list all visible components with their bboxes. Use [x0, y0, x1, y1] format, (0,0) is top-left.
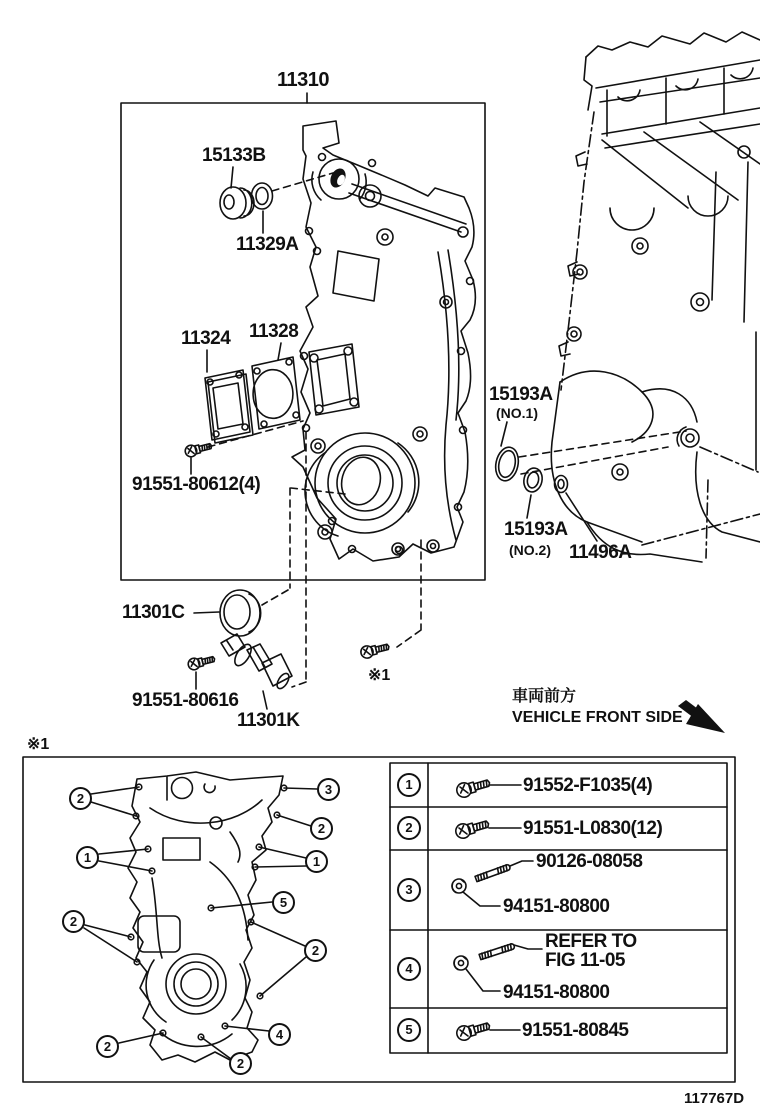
part-label-15133B: 15133B	[202, 145, 266, 166]
gasket-11324	[205, 370, 253, 443]
inset-callout: 4	[268, 1023, 291, 1046]
part-label-11329A: 11329A	[236, 234, 299, 255]
inset-callout: 1	[305, 850, 328, 873]
oil-seal-11301C	[220, 590, 261, 636]
inset-callout: 2	[69, 787, 92, 810]
part-label-15193A-no1: 15193A	[489, 384, 553, 405]
inset-cover-drawing	[84, 772, 317, 1062]
timing-cover-drawing	[292, 121, 475, 561]
oring-15193A-no1	[493, 445, 522, 483]
legend-part-row2: 91551-L0830(12)	[523, 818, 663, 839]
legend-part-row3-top: 90126-08058	[536, 851, 643, 872]
inset-callout: 2	[304, 939, 327, 962]
part-label-91551-80616: 91551-80616	[132, 690, 239, 711]
part-label-11496A: 11496A	[569, 542, 632, 563]
part-label-11301K: 11301K	[237, 710, 300, 731]
part-label-15193A-no1-note: (NO.1)	[496, 405, 538, 421]
legend-num-1: 1	[397, 773, 421, 797]
plug-15133B	[220, 187, 254, 219]
inset-callout: 1	[76, 846, 99, 869]
part-label-11310: 11310	[277, 69, 330, 91]
inset-callout: 2	[96, 1035, 119, 1058]
legend-note-row4-line1: REFER TO	[545, 931, 637, 952]
bolt-91551-80612-icon	[184, 440, 213, 458]
inset-callout: 3	[317, 778, 340, 801]
part-label-11328: 11328	[249, 321, 299, 342]
engine-block-drawing	[551, 32, 760, 562]
inset-callout: 2	[229, 1052, 252, 1075]
part-label-11301C: 11301C	[122, 602, 185, 623]
part-label-15193A-no2: 15193A	[504, 519, 568, 540]
vehicle-front-label-en: VEHICLE FRONT SIDE	[512, 709, 683, 726]
inset-callout: 5	[272, 891, 295, 914]
crank-sensor-11301K	[221, 634, 292, 691]
part-label-15193A-no2-note: (NO.2)	[509, 542, 551, 558]
part-label-91551-80612: 91551-80612(4)	[132, 474, 261, 495]
legend-part-row3-bottom: 94151-80800	[503, 896, 610, 917]
gasket-11328	[252, 357, 300, 429]
legend-num-2: 2	[397, 816, 421, 840]
legend-part-row5: 91551-80845	[522, 1020, 629, 1041]
legend-part-row4-bottom: 94151-80800	[503, 982, 610, 1003]
legend-note-row4-line2: FIG 11-05	[545, 950, 625, 971]
oring-11329A	[252, 183, 273, 209]
vehicle-front-arrow-icon	[678, 700, 725, 733]
inset-callout: 2	[310, 817, 333, 840]
bolt-91551-80616-icon	[187, 653, 216, 671]
oring-11496A	[555, 476, 568, 493]
vehicle-front-label-jp: 車両前方	[512, 688, 577, 705]
legend-num-4: 4	[397, 957, 421, 981]
inset-callout-leaders	[84, 787, 317, 1059]
figure-code: 117767D	[684, 1090, 745, 1107]
ref1-marker-main: ※1	[368, 667, 391, 684]
legend-num-3: 3	[397, 878, 421, 902]
legend-part-row1: 91552-F1035(4)	[523, 775, 653, 796]
ref1-bolt-icon	[360, 641, 391, 660]
inset-callout: 2	[62, 910, 85, 933]
oring-15193A-no2	[522, 466, 545, 493]
ref1-marker-inset: ※1	[27, 736, 50, 753]
legend-num-5: 5	[397, 1018, 421, 1042]
main-figure-box	[121, 93, 485, 580]
part-label-11324: 11324	[181, 328, 231, 349]
